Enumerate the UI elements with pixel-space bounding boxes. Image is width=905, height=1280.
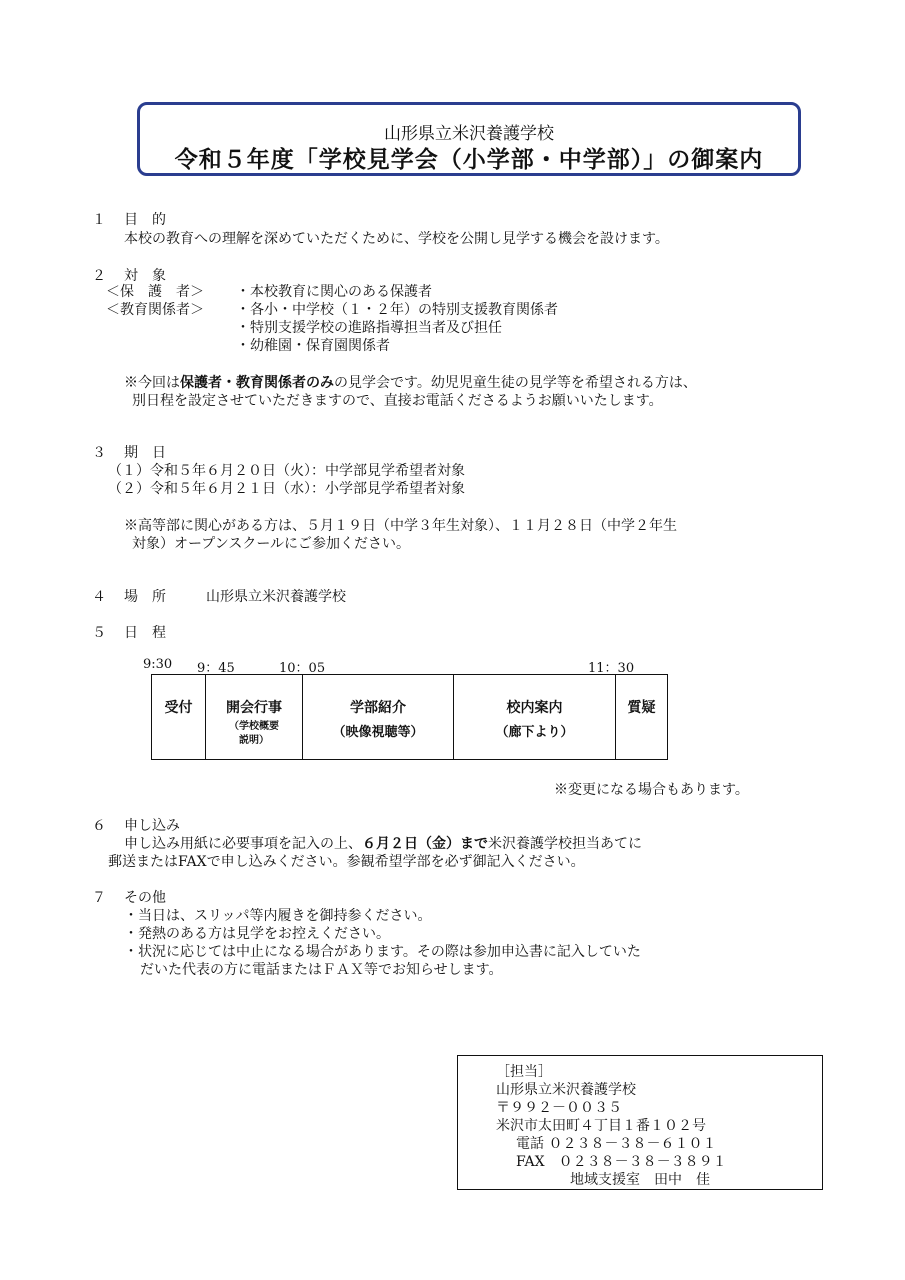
educator-item: ・幼稚園・保育園関係者 <box>236 338 390 354</box>
venue: 山形県立米沢養護学校 <box>206 589 346 605</box>
date-item: （２）令和５年６月２１日（水）：小学部見学希望者対象 <box>108 481 465 497</box>
section-6-heading: 申し込み <box>124 818 180 834</box>
guardian-text: ・本校教育に関心のある保護者 <box>236 284 432 300</box>
section-7-heading: その他 <box>124 890 166 906</box>
note-emphasis: 保護者・教育関係者のみ <box>180 375 334 391</box>
section-1-body: 本校の教育への理解を深めていただくために、学校を公開し見学する機会を設けます。 <box>124 231 669 247</box>
section-5-number: ５ <box>92 625 106 641</box>
section-1-heading: 目 的 <box>124 212 166 228</box>
section-6-line2: 郵送またはFAXで申し込みください。参観希望学部を必ず御記入ください。 <box>108 854 585 870</box>
section-2-heading: 対 象 <box>124 268 166 284</box>
section-3-heading: 期 日 <box>124 445 166 461</box>
other-item-continued: だいた代表の方に電話またはＦＡＸ等でお知らせします。 <box>140 962 503 978</box>
section-4-heading: 場 所 <box>124 589 166 605</box>
note-prefix: ※今回は <box>124 375 180 391</box>
educator-label: ＜教育関係者＞ <box>106 302 204 318</box>
section-4-number: ４ <box>92 589 106 605</box>
apply-deadline: ６月２日（金）まで <box>362 836 488 852</box>
educator-item: ・各小・中学校（１・２年）の特別支援教育関係者 <box>236 302 558 318</box>
contact-school: 山形県立米沢養護学校 <box>496 1082 636 1098</box>
other-item: ・発熱のある方は見学をお控えください。 <box>124 926 390 942</box>
apply-text: 米沢養護学校担当あてに <box>488 836 642 852</box>
section-2-note-line2: 別日程を設定させていただきますので、直接お電話くださるようお願いいたします。 <box>132 393 663 409</box>
schedule-cell-label: 学部紹介 <box>350 700 406 716</box>
schedule-cell-intro <box>303 675 454 759</box>
section-5-heading: 日 程 <box>124 625 166 641</box>
guardian-label: ＜保 護 者＞ <box>106 284 204 300</box>
schedule-cell-label: 受付 <box>164 700 193 716</box>
section-1-number: １ <box>92 212 106 228</box>
time-label: 10：05 <box>279 661 326 676</box>
schedule-cell-reception <box>152 675 206 759</box>
schedule-note: ※変更になる場合もあります。 <box>554 782 749 798</box>
apply-text: 申し込み用紙に必要事項を記入の上、 <box>124 836 362 852</box>
contact-person: 地域支援室 田中 佳 <box>570 1172 710 1188</box>
schedule-cell-label: 校内案内 <box>506 700 563 716</box>
section-6-number: ６ <box>92 818 106 834</box>
section-2-number: ２ <box>92 268 106 284</box>
time-label: 9：45 <box>197 661 235 676</box>
date-item: （１）令和５年６月２０日（火）：中学部見学希望者対象 <box>108 463 465 479</box>
title-box <box>137 102 801 176</box>
school-name: 山形県立米沢養護学校 <box>384 124 554 144</box>
page-title: 令和５年度「学校見学会（小学部・中学部）」の御案内 <box>174 147 764 173</box>
schedule-cell-sub: （映像視聴等） <box>332 725 424 740</box>
schedule-cell-sub: （廊下より） <box>495 725 574 740</box>
contact-zip: 〒９９２－００３５ <box>496 1100 622 1116</box>
note-rest: の見学会です。幼児児童生徒の見学等を希望される方は、 <box>334 375 697 391</box>
section-2-note <box>124 372 697 392</box>
schedule-cell-qa <box>616 675 667 759</box>
schedule-table <box>151 674 668 760</box>
other-item: ・状況に応じては中止になる場合があります。その際は参加申込書に記入していた <box>124 944 641 960</box>
time-label: 11：30 <box>588 661 635 676</box>
section-3-note: ※高等部に関心がある方は、５月１９日（中学３年生対象）、１１月２８日（中学２年生 <box>124 518 677 534</box>
schedule-cell-sub: （学校概要 <box>229 721 279 732</box>
section-3-number: ３ <box>92 445 106 461</box>
contact-phone: 電話 ０２３８－３８－６１０１ <box>516 1136 717 1152</box>
contact-address: 米沢市太田町４丁目１番１０２号 <box>496 1118 706 1134</box>
section-7-number: ７ <box>92 890 106 906</box>
section-3-note-line2: 対象）オープンスクールにご参加ください。 <box>132 536 411 552</box>
schedule-cell-label: 質疑 <box>627 700 656 716</box>
schedule-cell-tour <box>454 675 616 759</box>
educator-item: ・特別支援学校の進路指導担当者及び担任 <box>236 320 502 336</box>
schedule-cell-label: 開会行事 <box>226 700 282 716</box>
other-item: ・当日は、スリッパ等内履きを御持参ください。 <box>124 908 432 924</box>
contact-box <box>457 1055 823 1190</box>
schedule-cell-opening <box>206 675 303 759</box>
contact-label: ［担当］ <box>496 1064 552 1080</box>
section-6-line1 <box>124 833 642 853</box>
schedule-cell-sub: 説明） <box>239 735 269 746</box>
contact-fax: FAX ０２３８－３８－３８９１ <box>516 1154 727 1170</box>
time-label: 9:30 <box>143 657 173 672</box>
